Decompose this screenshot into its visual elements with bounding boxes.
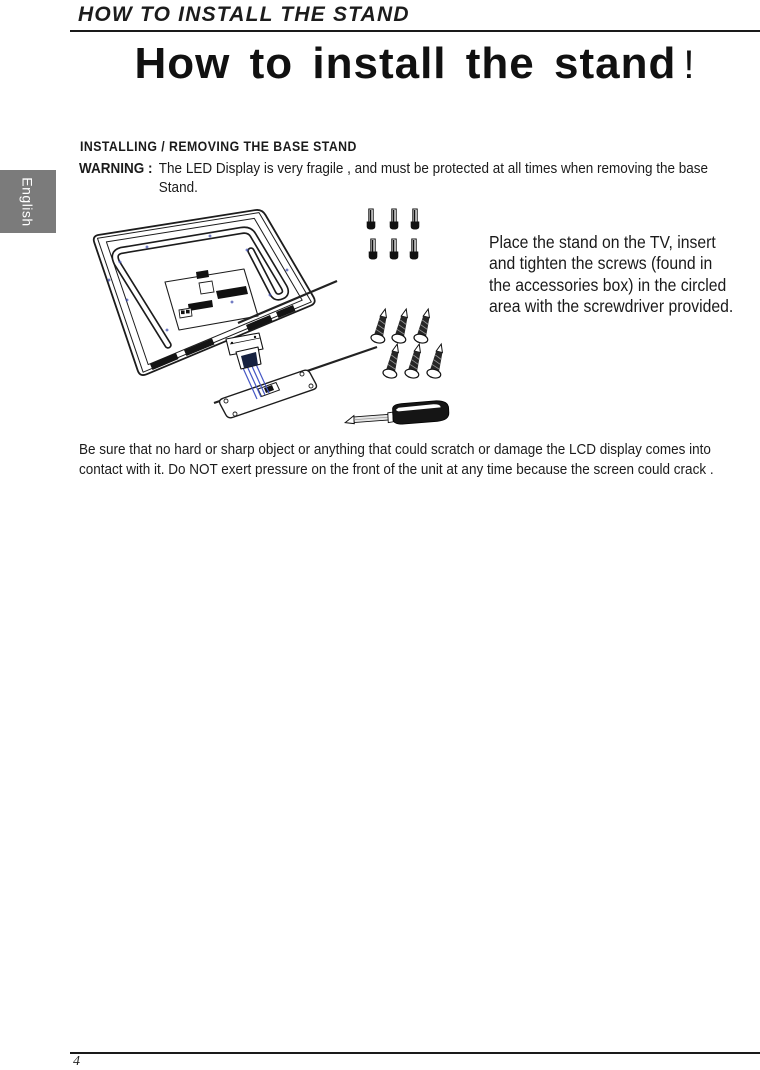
- tapping-screws: [370, 307, 448, 379]
- warning-block: [79, 159, 745, 197]
- page-title-exclamation: !: [683, 43, 696, 87]
- caution-line-2: contact with it. Do NOT exert pressure on the front of the unit at any time because the screen could crack .: [79, 461, 714, 478]
- instruction-line-3: the accessories box) in the circled: [489, 274, 727, 295]
- screwdriver-icon: [344, 400, 449, 427]
- section-heading: INSTALLING / REMOVING THE BASE STAND: [80, 138, 357, 154]
- caution-line-1: Be sure that no hard or sharp object or anything that could scratch or damage the LCD display comes into: [79, 441, 711, 458]
- warning-line-1: The LED Display is very fragile , and must be protected at all times when removing the base: [158, 160, 709, 177]
- installation-diagram: [60, 196, 500, 446]
- language-tab-label: English: [19, 176, 36, 227]
- header-rule: [70, 30, 760, 32]
- page-number: 4: [73, 1054, 80, 1069]
- instruction-line-2: and tighten the screws (found in: [489, 253, 713, 274]
- running-header: HOW TO INSTALL THE STAND: [78, 3, 410, 26]
- page-title: [80, 40, 750, 89]
- tv-back-panel: [94, 210, 315, 375]
- warning-label: WARNING :: [79, 160, 153, 177]
- stand-neck: [226, 333, 263, 369]
- language-tab: [0, 170, 56, 233]
- instruction-line-1: Place the stand on the TV, insert: [489, 232, 716, 252]
- instruction-line-4: area with the screwdriver provided.: [489, 295, 734, 316]
- caution-text: [79, 440, 714, 480]
- footer-rule: [70, 1052, 760, 1054]
- page-title-text: How to install the stand: [134, 39, 677, 88]
- instruction-text: [489, 232, 733, 317]
- warning-line-2: Stand.: [158, 179, 198, 197]
- warning-text: [159, 159, 708, 197]
- base-stand-plate: [220, 370, 317, 418]
- machine-screws: [367, 209, 420, 260]
